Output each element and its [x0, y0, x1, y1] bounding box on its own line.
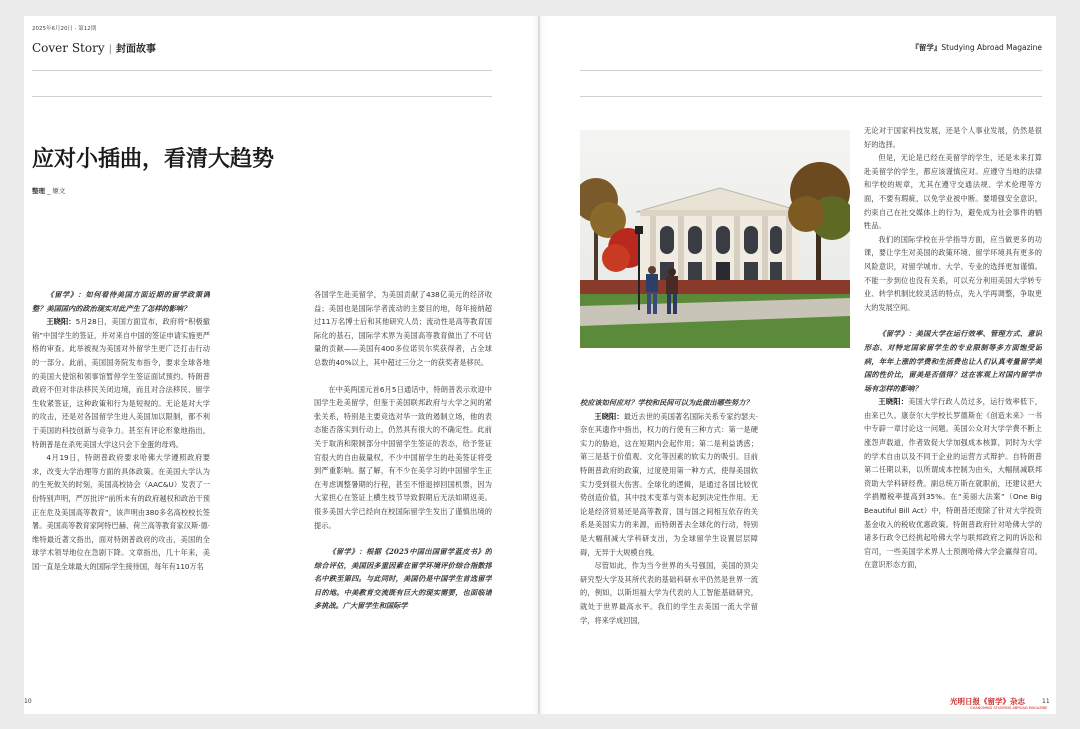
paragraph: 4月19日，特朗普政府要求哈佛大学遵照政府要求，改变大学治理等方面的具体政策。在美国大学认为的生死攸关的时刻，美国高校协会（AAC&U）发表了一份特别声明，严厉批评“前所未有的政府越权和政治干预正在危及美国高等教育”，该声明由380多名高校校长签署。美国高等教育家阿特巴赫、荷兰高等教育家汉斯·德·维特最近著文指出，面对特朗普政府的攻击，美国的全球学术领导地位在急剧下降。文章指出，几十年来，美国一直是全球最大的国际学生接待国，每年有110万名: [32, 453, 210, 571]
article-title: 应对小插曲，看清大趋势: [32, 147, 275, 172]
brand-header: [911, 42, 1042, 53]
paragraph: 各国学生赴美留学，为美国贡献了438亿美元的经济收益；美国也是国际学者流动的主要目的地，每年接纳超过11万名博士后和其他研究人员；流动性是高等教育国际化的基石，国际学术界为美国高等教育做出了不可估量的贡献——美国有400多位诺贝尔奖获得者，占全球总数的40%以上，其中超过三分之一的获奖者是移民。: [314, 290, 492, 367]
speaker-name: 王晓阳：: [878, 397, 909, 407]
answer-2: [580, 410, 758, 560]
section-separator: |: [108, 44, 112, 55]
left-page: [24, 16, 538, 714]
byline-role: 整理: [32, 187, 45, 195]
section-title-en: Cover Story: [32, 41, 105, 55]
page-number-left: 10: [24, 698, 32, 705]
header-rule: [32, 70, 492, 71]
campus-illustration: [580, 130, 850, 348]
paragraph: 我们的国际学校在升学指导方面，应当做更多的功课，要让学生对美国的政策环境、留学环境具有更多的风险意识，对留学城市、大学、专业的选择更加谨慎。不能一步到位也没有关系，可以充分利用美国大学转专业、转学机制比较灵活的特点，先入学再调整，争取更大的发展空间。: [864, 234, 1042, 312]
answer-3: [864, 395, 1042, 572]
paragraph: 无论对于国家科技发展，还是个人事业发展，仍然是很好的选择。: [864, 126, 1042, 149]
header-rule-lower: [580, 96, 1042, 97]
question-2-continued: 校应该如何应对？学校和民间可以为此做出哪些努力？: [580, 398, 753, 407]
article-column-1: [32, 288, 210, 706]
question-1: 《留学》：如何看待美国方面近期的留学政策调整？美国国内的政治现实对此产生了怎样的影响？: [32, 290, 210, 313]
answer-1-text: 5月28日，美国方面宣布，政府将“积极撤销”中国学生的签证，并对来自中国的签证申请实施更严格的审查。此举被视为美国对外留学生更广泛打击行动的一部分。此前，美国国务院发布指令，要求全球各地的美国大使馆和领事馆暂停学生签证面试预约。特朗普政府不但对非法移民关闭边境，而且对合法移民、留学生收紧签证，这种政策和行为是短视的。无论是对大学的攻击，还是对各国留学生进入美国加以限制，都不利于美国的科技创新与竞争力。甚至有评论形象地指出，特朗普是在杀死美国大学这只会下金蛋的母鸡。: [32, 317, 210, 449]
article-column-4: [864, 124, 1042, 706]
byline-name: 姬文: [52, 187, 66, 195]
brand-text: Studying Abroad Magazine: [941, 43, 1042, 52]
answer-2-text: 最近去世的美国著名国际关系专家约瑟夫·奈在其遗作中指出，权力的行使有三种方式：第一是硬实力的胁迫，这在短期内会起作用；第二是利益诱惑；第三是基于价值观、文化等因素的软实力的吸引。目前特朗普政府的政策，过度使用第一种方式，使得美国软实力受到很大伤害。全球化的逻辑，是通过各国比较优势创造价值，其中技术变革与资本起到决定性作用。无论是经济贸易还是高等教育，国与国之间相互依存的关系是美国实力的来源，而特朗普去全球化的行动，特别是大幅削减大学科研支出，为全球留学生设置层层障碍，无异于大规模自残。: [580, 411, 758, 557]
magazine-logo: 光明日报《留学》杂志: [950, 697, 1025, 706]
page-number-right: 11: [1042, 698, 1050, 705]
header-rule-lower: [32, 96, 492, 97]
issue-date: 2025年6月20日 · 第12期: [32, 26, 97, 32]
question-2: 《留学》：根据《2025中国出国留学蓝皮书》的综合评估，美国因多重因素在留学环境评价综合指数排名中跌至第四。与此同时，美国仍是中国学生首选留学目的地。中美教育交流既有巨大的现实需要，也面临诸多挑战。广大留学生和国际学: [314, 547, 492, 611]
magazine-logo-subtitle: GUANGMING STUDYING ABROAD MAGAZINE: [970, 706, 1048, 710]
paragraph: 但是，无论是已经在美留学的学生，还是未来打算赴美留学的学生，都应该谨慎应对。应遵守当地的法律和学校的规章，尤其在遵守交通法规、学术伦理等方面，不要有瑕疵，以免学业被中断。要增强安全意识，约束自己在社交媒体上的行为，避免成为社会事件的牺牲品。: [864, 153, 1042, 231]
answer-1: [32, 315, 210, 451]
paragraph: 尽管如此，作为当今世界的头号强国，美国的顶尖研究型大学及其所代表的基础科研水平仍然是世界一流的，例如，以斯坦福大学为代表的人工智能基础研究，就处于世界最高水平。我们的学生去美国一流大学留学，将来学成回国，: [580, 561, 758, 625]
answer-3-text: 美国大学行政人员过多，运行效率低下，由来已久。康奈尔大学校长罗德斯在《创造未来》一书中专辟一章讨论这一问题。美国公众对大学学费不断上涨怨声载道，作者致促大学加强成本核算，同时为大学的学术自由以及不同于企业的运营方式辩护。自特朗普第二任期以来，以所谓成本控制为由头，大幅削减联邦资助大学科研经费。副总统万斯在就职前，还建议把大学捐赠税率提高到35%。在“美丽大法案”（One Big Beautiful Bill Act）中，特朗普还废除了针对大学投资基金收入的税收优惠政策。特朗普政府针对哈佛大学的诸多行政令已经挑起哈佛大学与联邦政府之间的诉讼和官司，一些美国学术界人士预测哈佛大学会赢得官司。在意识形态方面，: [864, 397, 1042, 570]
article-column-3: [580, 396, 758, 706]
question-3: 《留学》：美国大学在运行效率、管理方式、意识形态、对特定国家留学生的专业限制等多方面饱受诟病，年年上涨的学费和生活费也让人们认真考量留学美国的性价比，留美是否值得？这在客观上对国内留学市场有怎样的影响？: [864, 329, 1042, 393]
section-header: [32, 40, 156, 55]
section-title-cn: 封面故事: [116, 44, 156, 55]
speaker-name: 王晓阳：: [46, 317, 76, 327]
paragraph: 在中美两国元首6月5日通话中，特朗普表示欢迎中国学生赴美留学，但鉴于美国联邦政府与大学之间的紧张关系，特别是主要竞选对华一致的遏制立场，他的表态能否落实到行动上，仍然具有很大的不确定性。此前关于取消和限制部分中国留学生签证的表态，给予签证官很大的自由裁量权，不少中国留学生的赴美签证将受到严重影响。据了解，有不少在美学习的中国留学生正在考虑调整暑期的行程，甚至不惜退掉回国机票，因为大家担心在签证上横生枝节导致假期后无法如期返美。很多美国大学已经向在校国际留学生发出了谨慎出境的提示。: [314, 384, 492, 530]
byline: 整理 _ 姬文: [32, 187, 66, 195]
brand-mark: 『留学』: [911, 43, 942, 52]
right-page: [540, 16, 1056, 714]
campus-photo: [580, 130, 850, 348]
speaker-name: 王晓阳：: [594, 411, 624, 421]
article-column-2: [314, 288, 492, 706]
header-rule: [580, 70, 1042, 71]
